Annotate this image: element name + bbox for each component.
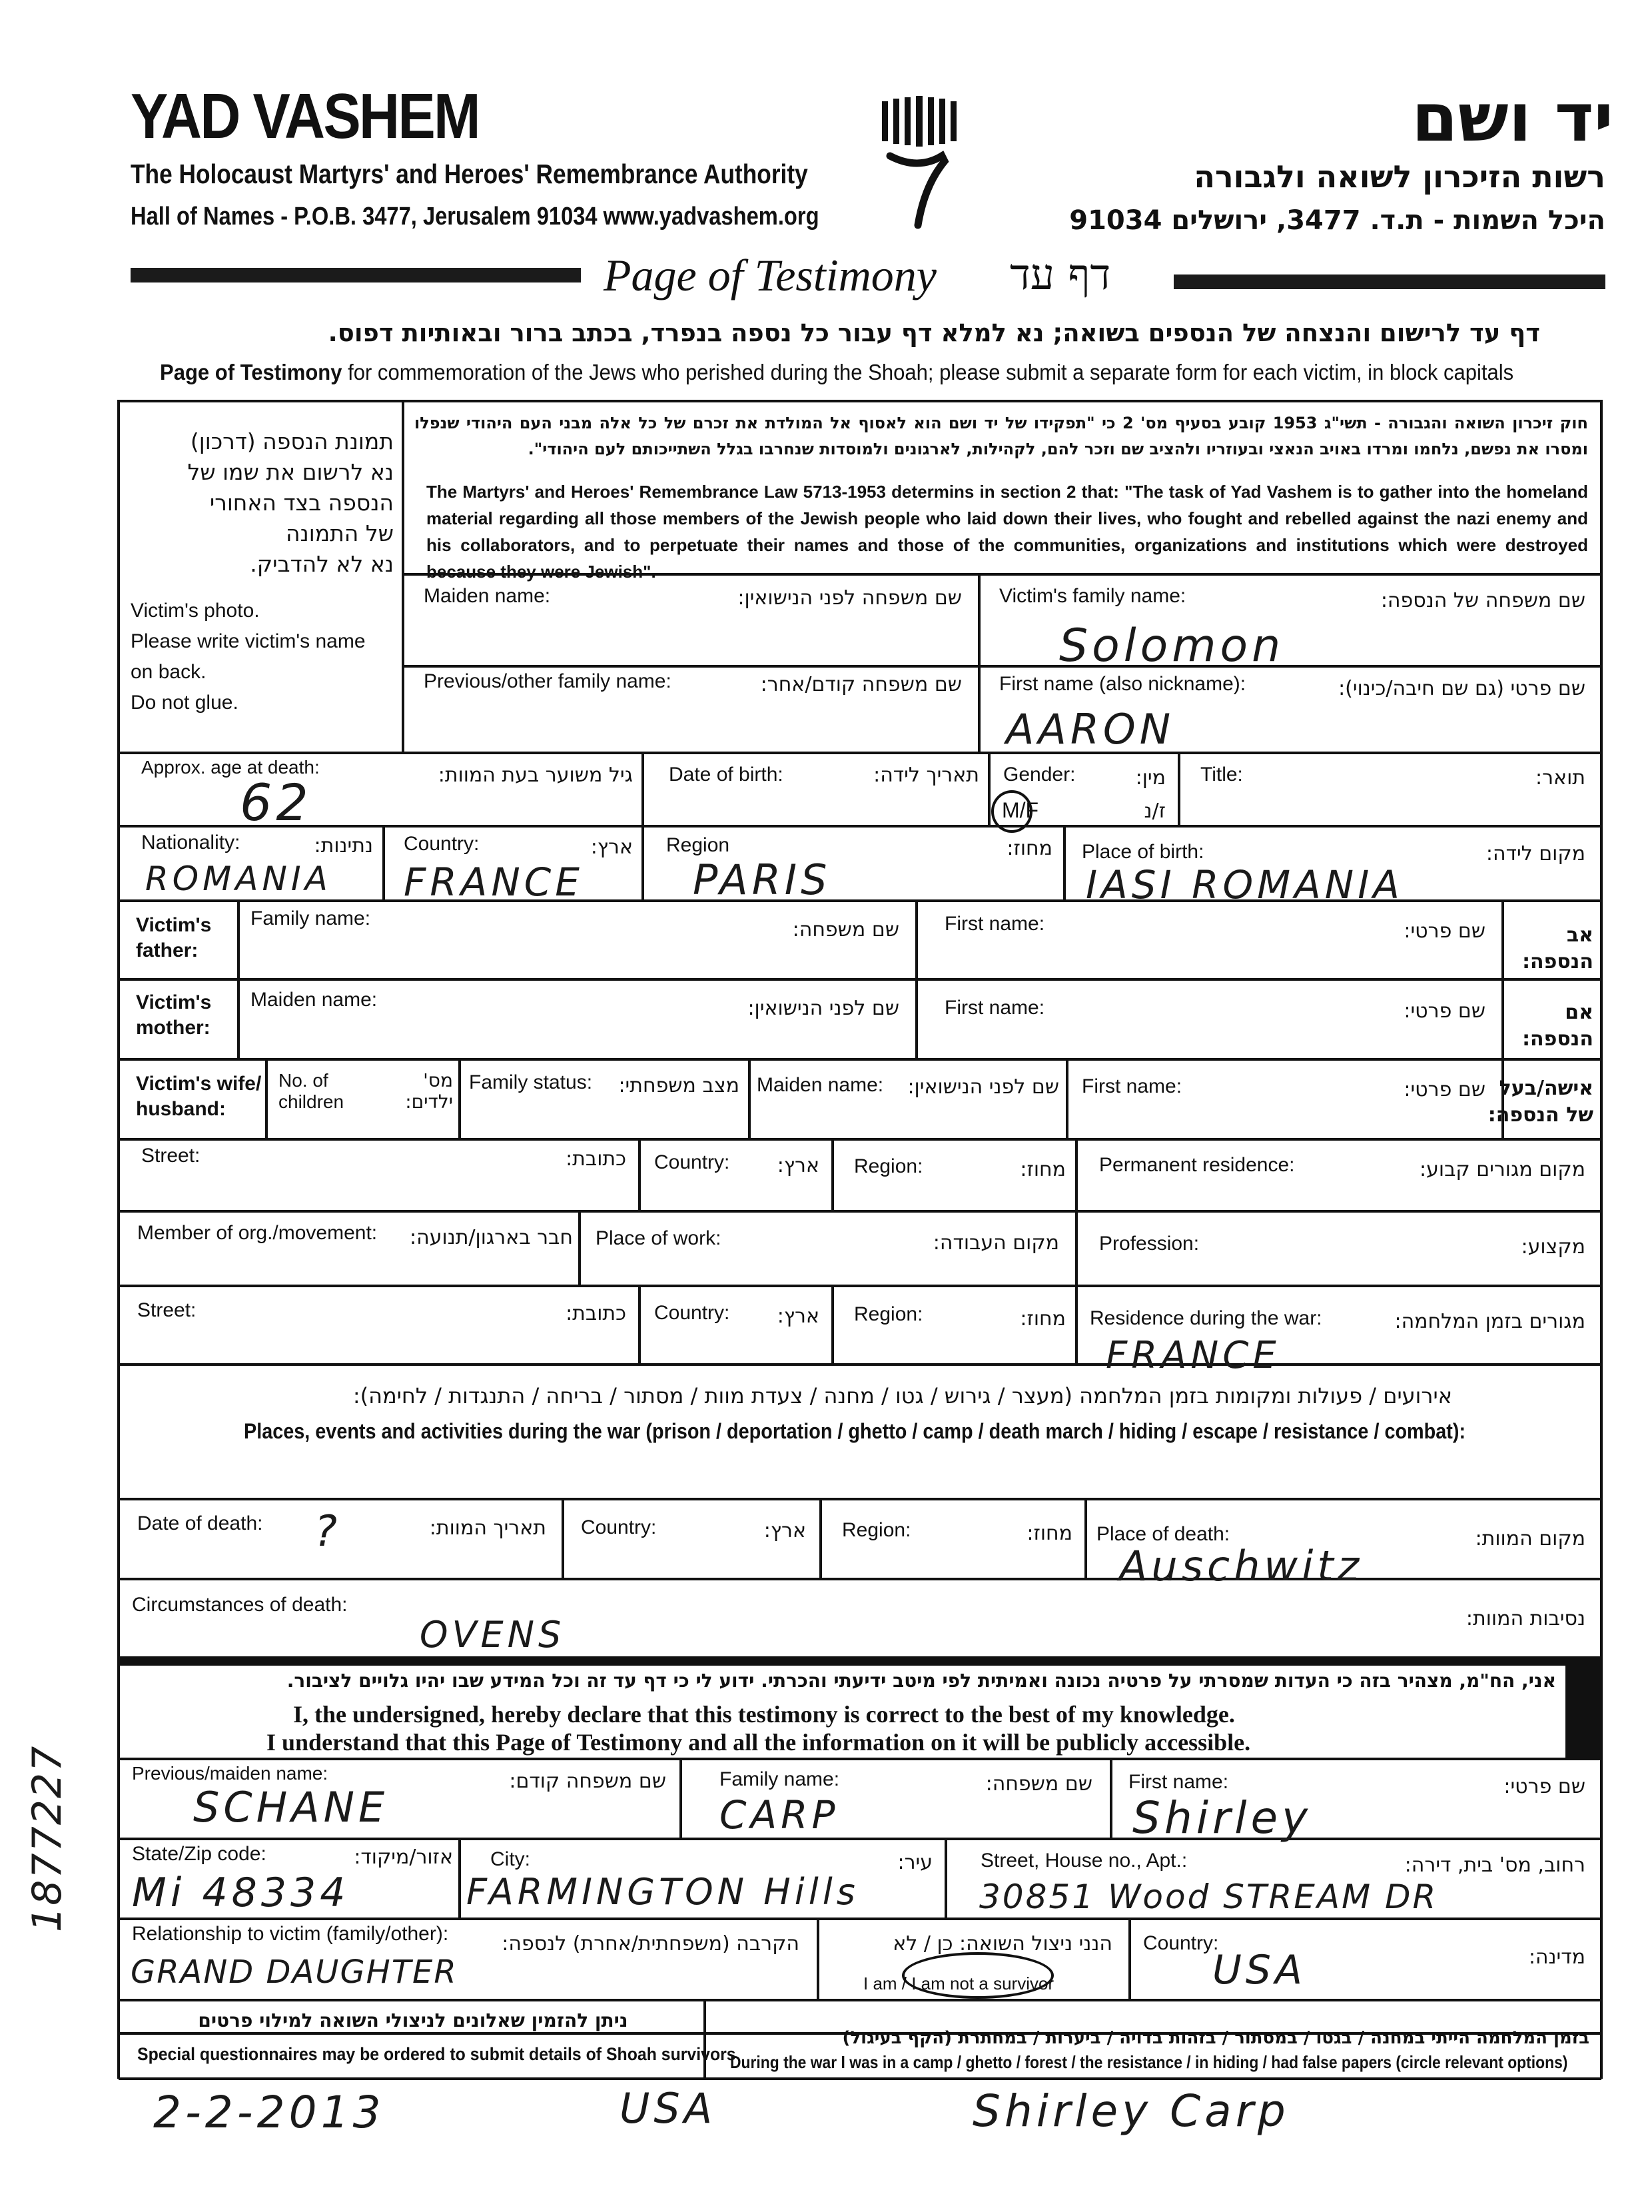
family-name-label: Victim's family name: [999, 585, 1186, 607]
photo-box [131, 426, 394, 718]
submitter-first-value: Shirley [1132, 1792, 1312, 1844]
perm-region-label: Region: [854, 1155, 923, 1177]
nationality-label: Nationality: [141, 831, 240, 853]
address-he: היכל השמות - ת.ד. 3477, ירושלים 91034 [1069, 205, 1605, 236]
father-side-label: Victim's father: [136, 914, 212, 961]
war-country-label: Country: [654, 1302, 730, 1324]
declaration-en-2: I understand that this Page of Testimony and all the information on it will be publicly accessible. [266, 1729, 1251, 1756]
events-label-he: אירועים / פעולות ומקומות בזמן המלחמה (מעצר / גירוש / גטו / מחנה / צעדת מוות / מסתור / בריחה / התנגדות / לחימה): [352, 1383, 1452, 1408]
profession-label-he: מקצוע: [1521, 1235, 1585, 1259]
mother-first-label-he: שם פרטי: [1404, 999, 1485, 1023]
death-country-label: Country: [581, 1516, 657, 1538]
photo-en-1: Victim's photo. [131, 600, 260, 622]
questionnaire-en: Special questionnaires may be ordered to submit details of Shoah survivors [137, 2044, 736, 2064]
death-date-value: ? [314, 1507, 341, 1556]
org-name-en: YAD VASHEM [131, 81, 479, 152]
death-place-value: Auschwitz [1119, 1542, 1364, 1590]
survivor-label-en: I am / I am not a survivor [863, 1973, 1054, 1993]
place-of-work-label: Place of work: [596, 1227, 721, 1249]
handwritten-signature: Shirley Carp [973, 2085, 1290, 2137]
circumstances-value: OVENS [420, 1614, 566, 1656]
submitter-street-label: Street, House no., Apt.: [981, 1850, 1188, 1872]
perm-residence-label: Permanent residence: [1099, 1154, 1295, 1176]
age-label: Approx. age at death: [141, 757, 320, 778]
org-name-he: יד ושם [1412, 79, 1613, 157]
spouse-first-label: First name: [1082, 1075, 1182, 1097]
submitter-city-label: City: [490, 1848, 530, 1870]
instruction-he: דף עד לרישום והנצחה של הנספים בשואה; נא למלא דף עבור כל נספה בנפרד, בכתב ברור ובאותיות דפוס. [328, 318, 1540, 347]
perm-country-label: Country: [654, 1151, 730, 1173]
death-country-label-he: ארץ: [763, 1519, 806, 1542]
spouse-side-label-he: אישה/בעל של הנספה: [1487, 1077, 1593, 1127]
questionnaire-he: ניתן להזמין שאלונים לניצולי השואה למילוי פרטים [198, 2009, 628, 2031]
submitter-country-value: USA [1212, 1947, 1307, 1993]
death-place-label-he: מקום המוות: [1475, 1527, 1585, 1550]
during-war-en: During the war I was in a camp / ghetto / forest / the resistance / in hiding / had false papers (circle relevant options) [730, 2052, 1568, 2072]
declaration-en-1: I, the undersigned, hereby declare that this testimony is correct to the best of my knowledge. [293, 1701, 1235, 1728]
handwritten-date: 2-2-2013 [153, 2087, 385, 2138]
gender-options-he: ז/נ [1144, 800, 1166, 823]
war-region-label: Region: [854, 1303, 923, 1325]
first-name-label: First name (also nickname): [999, 673, 1246, 695]
death-date-label: Date of death: [137, 1512, 263, 1534]
war-street-label: Street: [137, 1299, 197, 1321]
first-name-label-he: שם פרטי (גם שם חיבה/כינוי): [1338, 677, 1585, 700]
instruction-en-text: for commemoration of the Jews who perished during the Shoah; please submit a separate form for each victim, in block capitals [348, 360, 1514, 384]
handwritten-place: USA [620, 2084, 717, 2133]
margin-number: 1877227 [24, 1744, 71, 1932]
submitter-country-label-he: מדינה: [1528, 1945, 1585, 1969]
title-en: Page of Testimony [604, 250, 937, 300]
photo-en-4: Do not glue. [131, 692, 238, 714]
member-org-label-he: חבר בארגון/תנועה: [410, 1226, 573, 1249]
father-family-label-he: שם משפחה: [792, 918, 899, 941]
perm-country-label-he: ארץ: [777, 1154, 819, 1177]
first-name-value: AARON [1006, 705, 1175, 754]
death-region-label-he: מחוז: [1027, 1522, 1072, 1545]
submitter-country-label: Country: [1143, 1932, 1219, 1954]
spouse-first-label-he: שם פרטי: [1404, 1078, 1485, 1101]
member-org-label: Member of org./movement: [137, 1222, 378, 1244]
country-value: FRANCE [404, 859, 584, 905]
submitter-family-label: Family name: [719, 1768, 840, 1790]
dob-label: Date of birth: [669, 764, 783, 786]
maiden-name-label-he: שם משפחה לפני הנישואין: [737, 586, 962, 610]
survivor-circle [902, 1952, 1054, 1999]
pob-label: Place of birth: [1082, 841, 1204, 863]
submitter-relation-value: GRAND DAUGHTER [131, 1953, 458, 1991]
photo-en-2: Please write victim's name [131, 630, 366, 652]
submitter-relation-label-he: הקרבה (משפחתית/אחרת) לנספה: [502, 1932, 799, 1955]
submitter-first-label-he: שם פרטי: [1503, 1775, 1585, 1798]
photo-he-4: של התמונה [285, 520, 394, 546]
perm-residence-label-he: מקום מגורים קבוע: [1420, 1158, 1585, 1181]
submitter-city-value: FARMINGTON Hills [466, 1871, 859, 1913]
address-en: Hall of Names - P.O.B. 3477, Jerusalem 91034 www.yadvashem.org [131, 203, 819, 231]
authority-en: The Holocaust Martyrs' and Heroes' Remembrance Authority [131, 159, 808, 189]
war-street-label-he: כתובת: [566, 1302, 626, 1325]
submitter-zip-value: Mi 48334 [132, 1870, 350, 1916]
father-first-label-he: שם פרטי: [1404, 919, 1485, 943]
age-label-he: גיל משוער בעת המוות: [438, 764, 633, 787]
place-of-work-label-he: מקום העבודה: [933, 1231, 1059, 1255]
photo-he-1: תמונת הנספה (דרכון) [190, 428, 394, 454]
photo-he-3: הנספה בצד האחורי [209, 490, 394, 516]
declaration-he: אני, הח"מ, מצהיר בזה כי העדות שמסרתי על פרטיה נכונה ואמיתית לפי מיטב ידיעתי והכרתי. ידוע לי כי דף עד זה וכל המידע שבו יהיו גלויים לציבור. [286, 1670, 1556, 1692]
submitter-city-label-he: עיר: [897, 1851, 933, 1874]
mother-side-label-he: אם הנספה: [1522, 1001, 1593, 1051]
circumstances-label-he: נסיבות המוות: [1465, 1607, 1585, 1630]
submitter-zip-label: State/Zip code: [132, 1843, 266, 1865]
submitter-prev-label-he: שם משפחה קודם: [509, 1770, 666, 1793]
submitter-street-value: 30851 Wood STREAM DR [979, 1878, 1438, 1916]
war-residence-label-he: מגורים בזמן המלחמה: [1394, 1310, 1585, 1333]
family-status-label: Family status: [469, 1071, 593, 1093]
war-residence-label: Residence during the war: [1090, 1307, 1322, 1329]
title-label: Title: [1200, 764, 1243, 786]
father-first-label: First name: [945, 913, 1045, 935]
prev-family-label: Previous/other family name: [424, 670, 671, 692]
law-en: The Martyrs' and Heroes' Remembrance Law 5713-1953 determins in section 2 that: "The task of Yad Vashem is to gather into the homeland material regarding all those members of the Jewish people who laid down their lives, who fought and rebelled against the nazi enemy and his collaborators, and to perpetuate their names and those of the communities, organizations and institutions which were destroyed because they were Jewish". [426, 482, 1588, 582]
family-name-value: Solomon [1059, 620, 1285, 672]
spouse-maiden-label: Maiden name: [757, 1074, 884, 1096]
perm-street-label: Street: [141, 1145, 201, 1167]
father-family-label: Family name: [250, 907, 371, 929]
law-he: חוק זיכרון השואה והגבורה - תשי"ג 1953 קובע בסעיף מס' 2 כי "תפקידו של יד ושם הוא לאסוף אל המולדת את זכרם של כל אלה מבני העם היהודי שנפלו ומסרו את נפשם, נלחמו ומרדו באויב הנאצי ובעוזריו ולהציב שם וזכר להם, לקהילות, לארגונים ולמוסדות שנחרבו בגלל השתייכותם לעם היהודי". [414, 414, 1588, 458]
prev-family-label-he: שם משפחה קודם/אחר: [760, 673, 962, 696]
submitter-prev-value: SCHANE [193, 1783, 389, 1832]
instruction-en-bold: Page of Testimony [160, 360, 342, 384]
mother-first-label: First name: [945, 997, 1045, 1019]
submitter-family-value: CARP [719, 1792, 839, 1838]
country-label: Country: [404, 833, 480, 855]
authority-he: רשות הזיכרון לשואה ולגבורה [1194, 159, 1605, 195]
submitter-relation-label: Relationship to victim (family/other): [132, 1923, 449, 1945]
pob-label-he: מקום לידה: [1485, 842, 1585, 865]
war-residence-value: FRANCE [1106, 1334, 1280, 1377]
war-region-label-he: מחוז: [1020, 1307, 1066, 1331]
submitter-street-label-he: רחוב, מס' בית, דירה: [1404, 1854, 1585, 1877]
nationality-label-he: נתינות: [314, 834, 373, 857]
title-label-he: תואר: [1535, 766, 1585, 790]
country-label-he: ארץ: [590, 835, 633, 859]
age-value: 62 [240, 773, 312, 832]
gender-options: M/F [1002, 798, 1039, 822]
maiden-name-label: Maiden name: [424, 585, 551, 607]
children-label: No. of children [278, 1070, 344, 1112]
death-place-label: Place of death: [1096, 1523, 1230, 1545]
profession-label: Profession: [1099, 1233, 1200, 1255]
region-value: PARIS [693, 855, 831, 904]
spouse-side-label: Victim's wife/ husband: [136, 1073, 262, 1120]
submitter-family-label-he: שם משפחה: [985, 1772, 1092, 1796]
family-name-label-he: שם משפחה של הנספה: [1380, 589, 1585, 612]
dob-label-he: תאריך לידה: [873, 764, 979, 787]
survivor-label-he: הנני ניצול השואה: כן / לא [893, 1932, 1112, 1955]
pob-value: IASI ROMANIA [1086, 862, 1404, 907]
photo-en-3: on back. [131, 661, 206, 683]
gender-label-he: מין: [1135, 766, 1166, 790]
mother-side-label: Victim's mother: [136, 991, 212, 1039]
photo-he-5: נא לא להדביק. [250, 551, 394, 577]
mother-maiden-label: Maiden name: [250, 989, 378, 1011]
photo-he-2: נא לרשום את שמו של [187, 459, 394, 485]
family-status-label-he: מצב משפחתי: [618, 1074, 739, 1097]
perm-region-label-he: מחוז: [1020, 1158, 1066, 1181]
during-war-he: בזמן המלחמה הייתי במחנה / בגטו / במסתור / בזהות בדויה / ביערות / במחתרת (הקף בעיגול) [842, 2028, 1589, 2048]
gender-circle [991, 790, 1032, 833]
title-he: דף עד [1010, 251, 1111, 300]
region-label: Region [666, 834, 730, 856]
death-date-label-he: תאריך המוות: [429, 1516, 546, 1540]
death-region-label: Region: [842, 1519, 911, 1541]
submitter-zip-label-he: אזור/מיקוד: [354, 1846, 453, 1869]
submitter-first-label: First name: [1128, 1771, 1229, 1793]
war-country-label-he: ארץ: [777, 1305, 819, 1328]
circumstances-label: Circumstances of death: [132, 1594, 348, 1616]
gender-label: Gender: [1003, 764, 1076, 786]
perm-street-label-he: כתובת: [566, 1147, 626, 1171]
mother-maiden-label-he: שם לפני הנישואין: [747, 997, 899, 1020]
children-label-he: מס' ילדים: [405, 1069, 453, 1113]
spouse-maiden-label-he: שם לפני הנישואין: [907, 1075, 1059, 1099]
father-side-label-he: אב הנספה: [1522, 923, 1593, 973]
nationality-value: ROMANIA [145, 859, 332, 898]
submitter-prev-label: Previous/maiden name: [132, 1763, 328, 1784]
events-label-en: Places, events and activities during the war (prison / deportation / ghetto / camp / death march / hiding / escape / resistance / combat): [244, 1419, 1466, 1443]
region-label-he: מחוז: [1007, 837, 1052, 860]
